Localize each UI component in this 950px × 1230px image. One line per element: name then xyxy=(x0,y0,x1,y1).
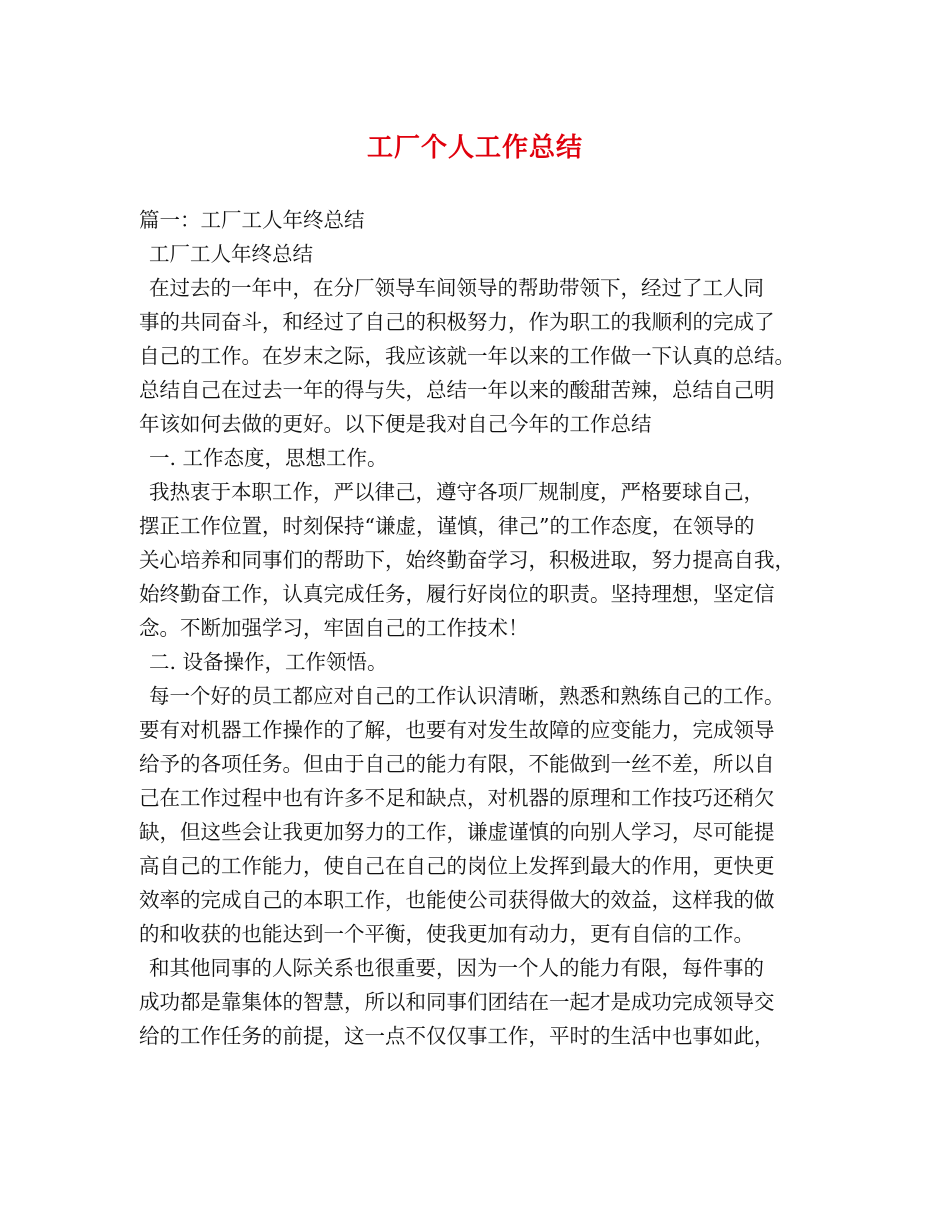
paragraph-line: 给的工作任务的前提，这一点不仅仅事工作，平时的生活中也事如此， xyxy=(139,1024,775,1048)
paragraph-line: 我热衷于本职工作，严以律己，遵守各项厂规制度，严格要球自己， xyxy=(149,480,764,504)
paragraph-line: 事的共同奋斗，和经过了自己的积极努力，作为职工的我顺利的完成了 xyxy=(139,310,775,334)
paragraph-line: 自己的工作。在岁末之际，我应该就一年以来的工作做一下认真的总结。 xyxy=(139,344,795,368)
paragraph-line: 己在工作过程中也有许多不足和缺点，对机器的原理和工作技巧还稍欠 xyxy=(139,786,775,810)
paragraph-line: 成功都是靠集体的智慧，所以和同事们团结在一起才是成功完成领导交 xyxy=(139,990,775,1014)
document-title: 工厂个人工作总结 xyxy=(366,133,583,163)
paragraph-line: 要有对机器工作操作的了解，也要有对发生故障的应变能力，完成领导 xyxy=(139,718,775,742)
paragraph-line: 摆正工作位置，时刻保持“谦虚，谨慎，律己”的工作态度，在领导的 xyxy=(139,514,755,538)
paragraph-line: 的和收获的也能达到一个平衡，使我更加有动力，更有自信的工作。 xyxy=(139,922,754,946)
paragraph-line: 和其他同事的人际关系也很重要，因为一个人的能力有限，每件事的 xyxy=(149,956,764,980)
paragraph-line: 关心培养和同事们的帮助下，始终勤奋学习，积极进取，努力提高自我， xyxy=(139,548,795,572)
subsection-heading: 工厂工人年终总结 xyxy=(149,242,313,266)
paragraph-line: 给予的各项任务。但由于自己的能力有限，不能做到一丝不差，所以自 xyxy=(139,752,775,776)
paragraph-line: 缺，但这些会让我更加努力的工作，谦虚谨慎的向别人学习，尽可能提 xyxy=(139,820,775,844)
paragraph-line: 在过去的一年中，在分厂领导车间领导的帮助带领下，经过了工人同 xyxy=(149,276,764,300)
paragraph-line: 念。不断加强学习，牢固自己的工作技术！ xyxy=(139,616,529,640)
point-heading: 二. 设备操作，工作领悟。 xyxy=(149,650,388,674)
paragraph-line: 始终勤奋工作，认真完成任务，履行好岗位的职责。坚持理想，坚定信 xyxy=(139,582,775,606)
paragraph-line: 效率的完成自己的本职工作，也能使公司获得做大的效益，这样我的做 xyxy=(139,888,775,912)
paragraph-line: 总结自己在过去一年的得与失，总结一年以来的酸甜苦辣，总结自己明 xyxy=(139,378,775,402)
document-body xyxy=(139,203,823,1053)
paragraph-line: 高自己的工作能力，使自己在自己的岗位上发挥到最大的作用，更快更 xyxy=(139,854,775,878)
section-heading: 篇一：工厂工人年终总结 xyxy=(139,208,365,232)
point-heading: 一. 工作态度，思想工作。 xyxy=(149,446,388,470)
paragraph-line: 每一个好的员工都应对自己的工作认识清晰，熟悉和熟练自己的工作。 xyxy=(149,684,785,708)
paragraph-line: 年该如何去做的更好。以下便是我对自己今年的工作总结 xyxy=(139,412,652,436)
